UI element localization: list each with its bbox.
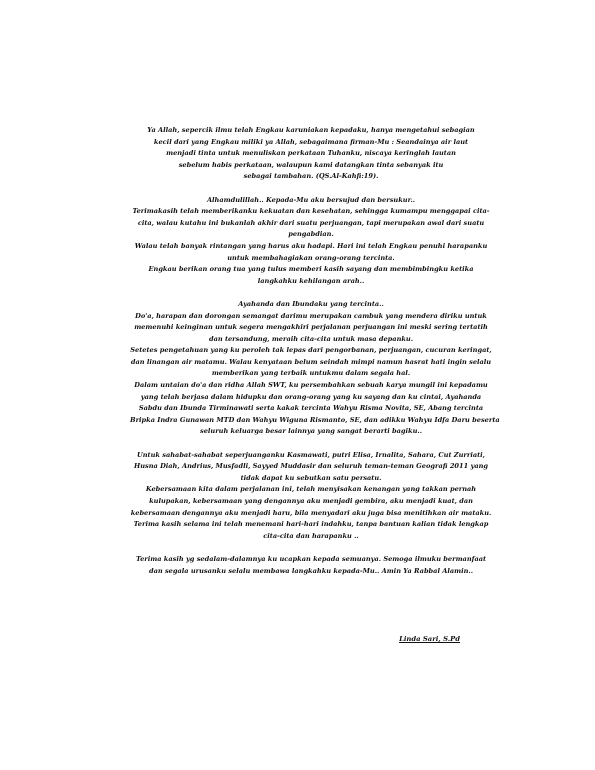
text-line: sebagai tambahan. (QS.Al-Kahfi:19). (243, 172, 379, 181)
text-line: langkahku kehilangan arah.. (257, 276, 365, 285)
text-line: Do'a, harapan dan dorongan semangat darimu merupakan cambuk yang mendera diriku untuk (135, 311, 487, 320)
text-line: pengabdian. (288, 230, 334, 239)
text-line: yang telah berjasa dalam hidupku dan orang-orang yang ku sayang dan ku cintai, Ayahanda (140, 392, 482, 401)
text-line: kebersamaan dengannya aku menjadi haru, bila menyadari aku juga bisa menitihkan air mataku. (130, 508, 492, 517)
text-line: Alhamdulillah.. Kepada-Mu aku bersujud dan bersukur.. (206, 195, 416, 204)
text-line: memenuhi keinginan untuk segera mengakhiri perjalanan perjuangan ini meski sering tertatih (134, 323, 488, 332)
text-line: Ya Allah, sepercik ilmu telah Engkau karuniakan kepadaku, hanya mengetahui sebagian (147, 126, 475, 134)
text-line: seluruh keluarga besar lainnya yang sangat berarti bagiku.. (199, 427, 422, 436)
dedication-text (130, 125, 500, 589)
text-line: cita-cita dan harapanku .. (263, 531, 359, 540)
text-line: tidak dapat ku sebutkan satu persatu. (240, 473, 382, 482)
text-line: Terima kasih selama ini telah menemani hari-hari indahku, tanpa bantuan kalian tidak lengkap (133, 520, 489, 529)
text-line: Walau telah banyak rintangan yang harus aku hadapi. Hari ini telah Engkau penuhi harapanku (134, 241, 488, 250)
text-line: untuk membahagiakan orang-orang tercinta. (227, 253, 395, 262)
text-line: Kebersamaan kita dalam perjalanan ini, telah menyisakan kenangan yang takkan pernah (145, 485, 477, 494)
text-line: cita, walau kutahu ini bukanlah akhir dari suatu perjuangan, tapi merupakan awal dari suatu (137, 218, 485, 227)
dedication-paragraph (130, 195, 492, 288)
text-line: memberikan yang terbaik untukmu dalam segala hal. (211, 369, 411, 378)
text-line: Terimakasih telah memberikanku kekuatan dan kesehatan, sehingga kumampu menggapai cita- (132, 207, 490, 216)
text-line: dan tersandung, meraih cita-cita untuk masa depanku. (208, 334, 414, 343)
text-line: Terima kasih yg sedalam-dalamnya ku ucapkan kepada semuanya. Semoga ilmuku bermanfaat (135, 554, 487, 563)
text-line: kulupakan, kebersamaan yang dengannya aku menjadi gembira, aku menjadi kuat, dan (149, 497, 473, 505)
text-line: sebelum habis perkataan, walaupun kami datangkan tinta sebanyak itu (178, 160, 444, 169)
text-line: Ayahanda dan Ibundaku yang tercinta.. (238, 299, 384, 308)
text-line: menjadi tinta untuk menuliskan perkataan Tuhanku, niscaya keringlah lautan (166, 149, 456, 158)
author-signature: Linda Sari, S.Pd (399, 635, 460, 643)
text-line: Dalam untaian do'a dan ridha Allah SWT, ku persembahkan sebuah karya mungil ini kepadamu (134, 381, 488, 390)
text-line: dan segala urusanku selalu membawa langkahku kepada-Mu.. Amin Ya Rabbal Alamin.. (148, 566, 474, 575)
text-line: Setetes pengetahuan yang ku peroleh tak lepas dari pengorbanan, perjuangan, cucuran keringat, (130, 346, 492, 355)
text-line: Bripka Indra Gunawan MTD dan Wahyu Wiguna Rismanto, SE, dan adikku Wahyu Idfa Daru beserta (130, 415, 500, 424)
text-line: Husna Diah, Andrius, Musfadli, Sayyed Muddasir dan seluruh teman-teman Geografi 2011 yang (133, 462, 489, 471)
text-line: Sabdu dan Ibunda Tirminawati serta kakak tercinta Wahyu Risma Novita, SE, Abang tercinta (138, 404, 484, 413)
dedication-paragraph (130, 125, 492, 183)
dedication-paragraph (130, 299, 500, 438)
text-line: Untuk sahabat-sahabat seperjuanganku Kasmawati, putri Elisa, Irnalita, Sahara, Cut Zurriati, (137, 450, 485, 459)
text-line: dan linangan air matamu. Walau kenyataan belum seindah mimpi namun hasrat hati ingin selalu (130, 357, 492, 366)
dedication-paragraph (130, 450, 492, 543)
text-line: Engkau berikan orang tua yang tulus memberi kasih sayang dan membimbingku ketika (148, 265, 474, 274)
text-line: kecil dari yang Engkau miliki ya Allah, sebagaimana firman-Mu : Seandainya air laut (153, 137, 469, 146)
dedication-paragraph (130, 554, 492, 577)
